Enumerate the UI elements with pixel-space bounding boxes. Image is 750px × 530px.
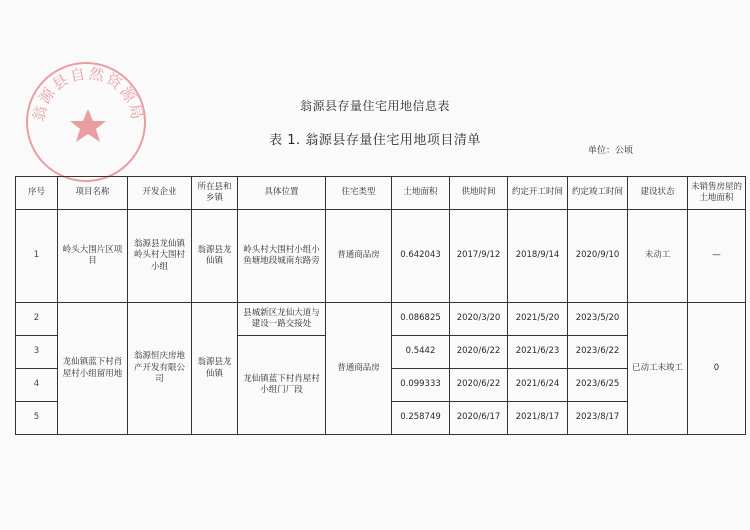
unsold-area: 0 bbox=[688, 303, 746, 435]
document-title: 翁源县存量住宅用地信息表 bbox=[299, 99, 450, 113]
row-no: 5 bbox=[16, 402, 58, 435]
finish-date: 2023/8/17 bbox=[568, 402, 628, 435]
start-date: 2018/9/14 bbox=[508, 210, 568, 303]
finish-date: 2023/6/22 bbox=[568, 336, 628, 369]
land-area: 0.642043 bbox=[392, 210, 450, 303]
col-header-county: 所在县和乡镇 bbox=[192, 177, 238, 210]
col-header-status: 建设状态 bbox=[628, 177, 688, 210]
land-area: 0.258749 bbox=[392, 402, 450, 435]
supply-date: 2020/6/17 bbox=[450, 402, 508, 435]
col-header-name: 项目名称 bbox=[58, 177, 128, 210]
land-area: 0.086825 bbox=[392, 303, 450, 336]
start-date: 2021/6/24 bbox=[508, 369, 568, 402]
row-no: 3 bbox=[16, 336, 58, 369]
col-header-type: 住宅类型 bbox=[326, 177, 392, 210]
col-header-unsold: 未销售房屋的土地面积 bbox=[688, 177, 746, 210]
svg-text:翁源县自然资源局: 翁源县自然资源局 bbox=[29, 64, 147, 123]
col-header-location: 具体位置 bbox=[238, 177, 326, 210]
supply-date: 2020/6/22 bbox=[450, 369, 508, 402]
col-header-area: 土地面积 bbox=[392, 177, 450, 210]
location: 龙仙镇蓝下村肖屋村小组门厂段 bbox=[238, 336, 326, 435]
start-date: 2021/8/17 bbox=[508, 402, 568, 435]
build-status: 未动工 bbox=[628, 210, 688, 303]
developer: 翁源县龙仙镇岭头村大围村小组 bbox=[128, 210, 192, 303]
build-status: 已动工未竣工 bbox=[628, 303, 688, 435]
row-no: 4 bbox=[16, 369, 58, 402]
supply-date: 2020/3/20 bbox=[450, 303, 508, 336]
col-header-start: 约定开工时间 bbox=[508, 177, 568, 210]
land-area: 0.099333 bbox=[392, 369, 450, 402]
row-no: 2 bbox=[16, 303, 58, 336]
housing-type: 普通商品房 bbox=[326, 303, 392, 435]
col-header-developer: 开发企业 bbox=[128, 177, 192, 210]
col-header-finish: 约定竣工时间 bbox=[568, 177, 628, 210]
project-name: 岭头大围片区项目 bbox=[58, 210, 128, 303]
location: 县城新区龙仙大道与建设一路交接处 bbox=[238, 303, 326, 336]
finish-date: 2020/9/10 bbox=[568, 210, 628, 303]
supply-date: 2017/9/12 bbox=[450, 210, 508, 303]
county: 翁源县龙仙镇 bbox=[192, 303, 238, 435]
official-seal bbox=[26, 62, 146, 182]
housing-type: 普通商品房 bbox=[326, 210, 392, 303]
land-info-table bbox=[15, 176, 746, 435]
project-name: 龙仙镇蓝下村肖屋村小组留用地 bbox=[58, 303, 128, 435]
col-header-supply: 供地时间 bbox=[450, 177, 508, 210]
header-row bbox=[16, 177, 746, 210]
location: 岭头村大围村小组小鱼塘地段城南东路旁 bbox=[238, 210, 326, 303]
unit-label: 单位：公顷 bbox=[588, 146, 634, 156]
table-subtitle: 表 1. 翁源县存量住宅用地项目清单 bbox=[269, 133, 481, 148]
start-date: 2021/6/23 bbox=[508, 336, 568, 369]
unsold-area: — bbox=[688, 210, 746, 303]
table-row bbox=[16, 210, 746, 303]
finish-date: 2023/6/25 bbox=[568, 369, 628, 402]
row-no: 1 bbox=[16, 210, 58, 303]
supply-date: 2020/6/22 bbox=[450, 336, 508, 369]
county: 翁源县龙仙镇 bbox=[192, 210, 238, 303]
finish-date: 2023/5/20 bbox=[568, 303, 628, 336]
land-area: 0.5442 bbox=[392, 336, 450, 369]
table-row bbox=[16, 303, 746, 336]
start-date: 2021/5/20 bbox=[508, 303, 568, 336]
col-header-no: 序号 bbox=[16, 177, 58, 210]
developer: 翁源恒庆房地产开发有限公司 bbox=[128, 303, 192, 435]
seal-star-icon bbox=[70, 109, 106, 142]
